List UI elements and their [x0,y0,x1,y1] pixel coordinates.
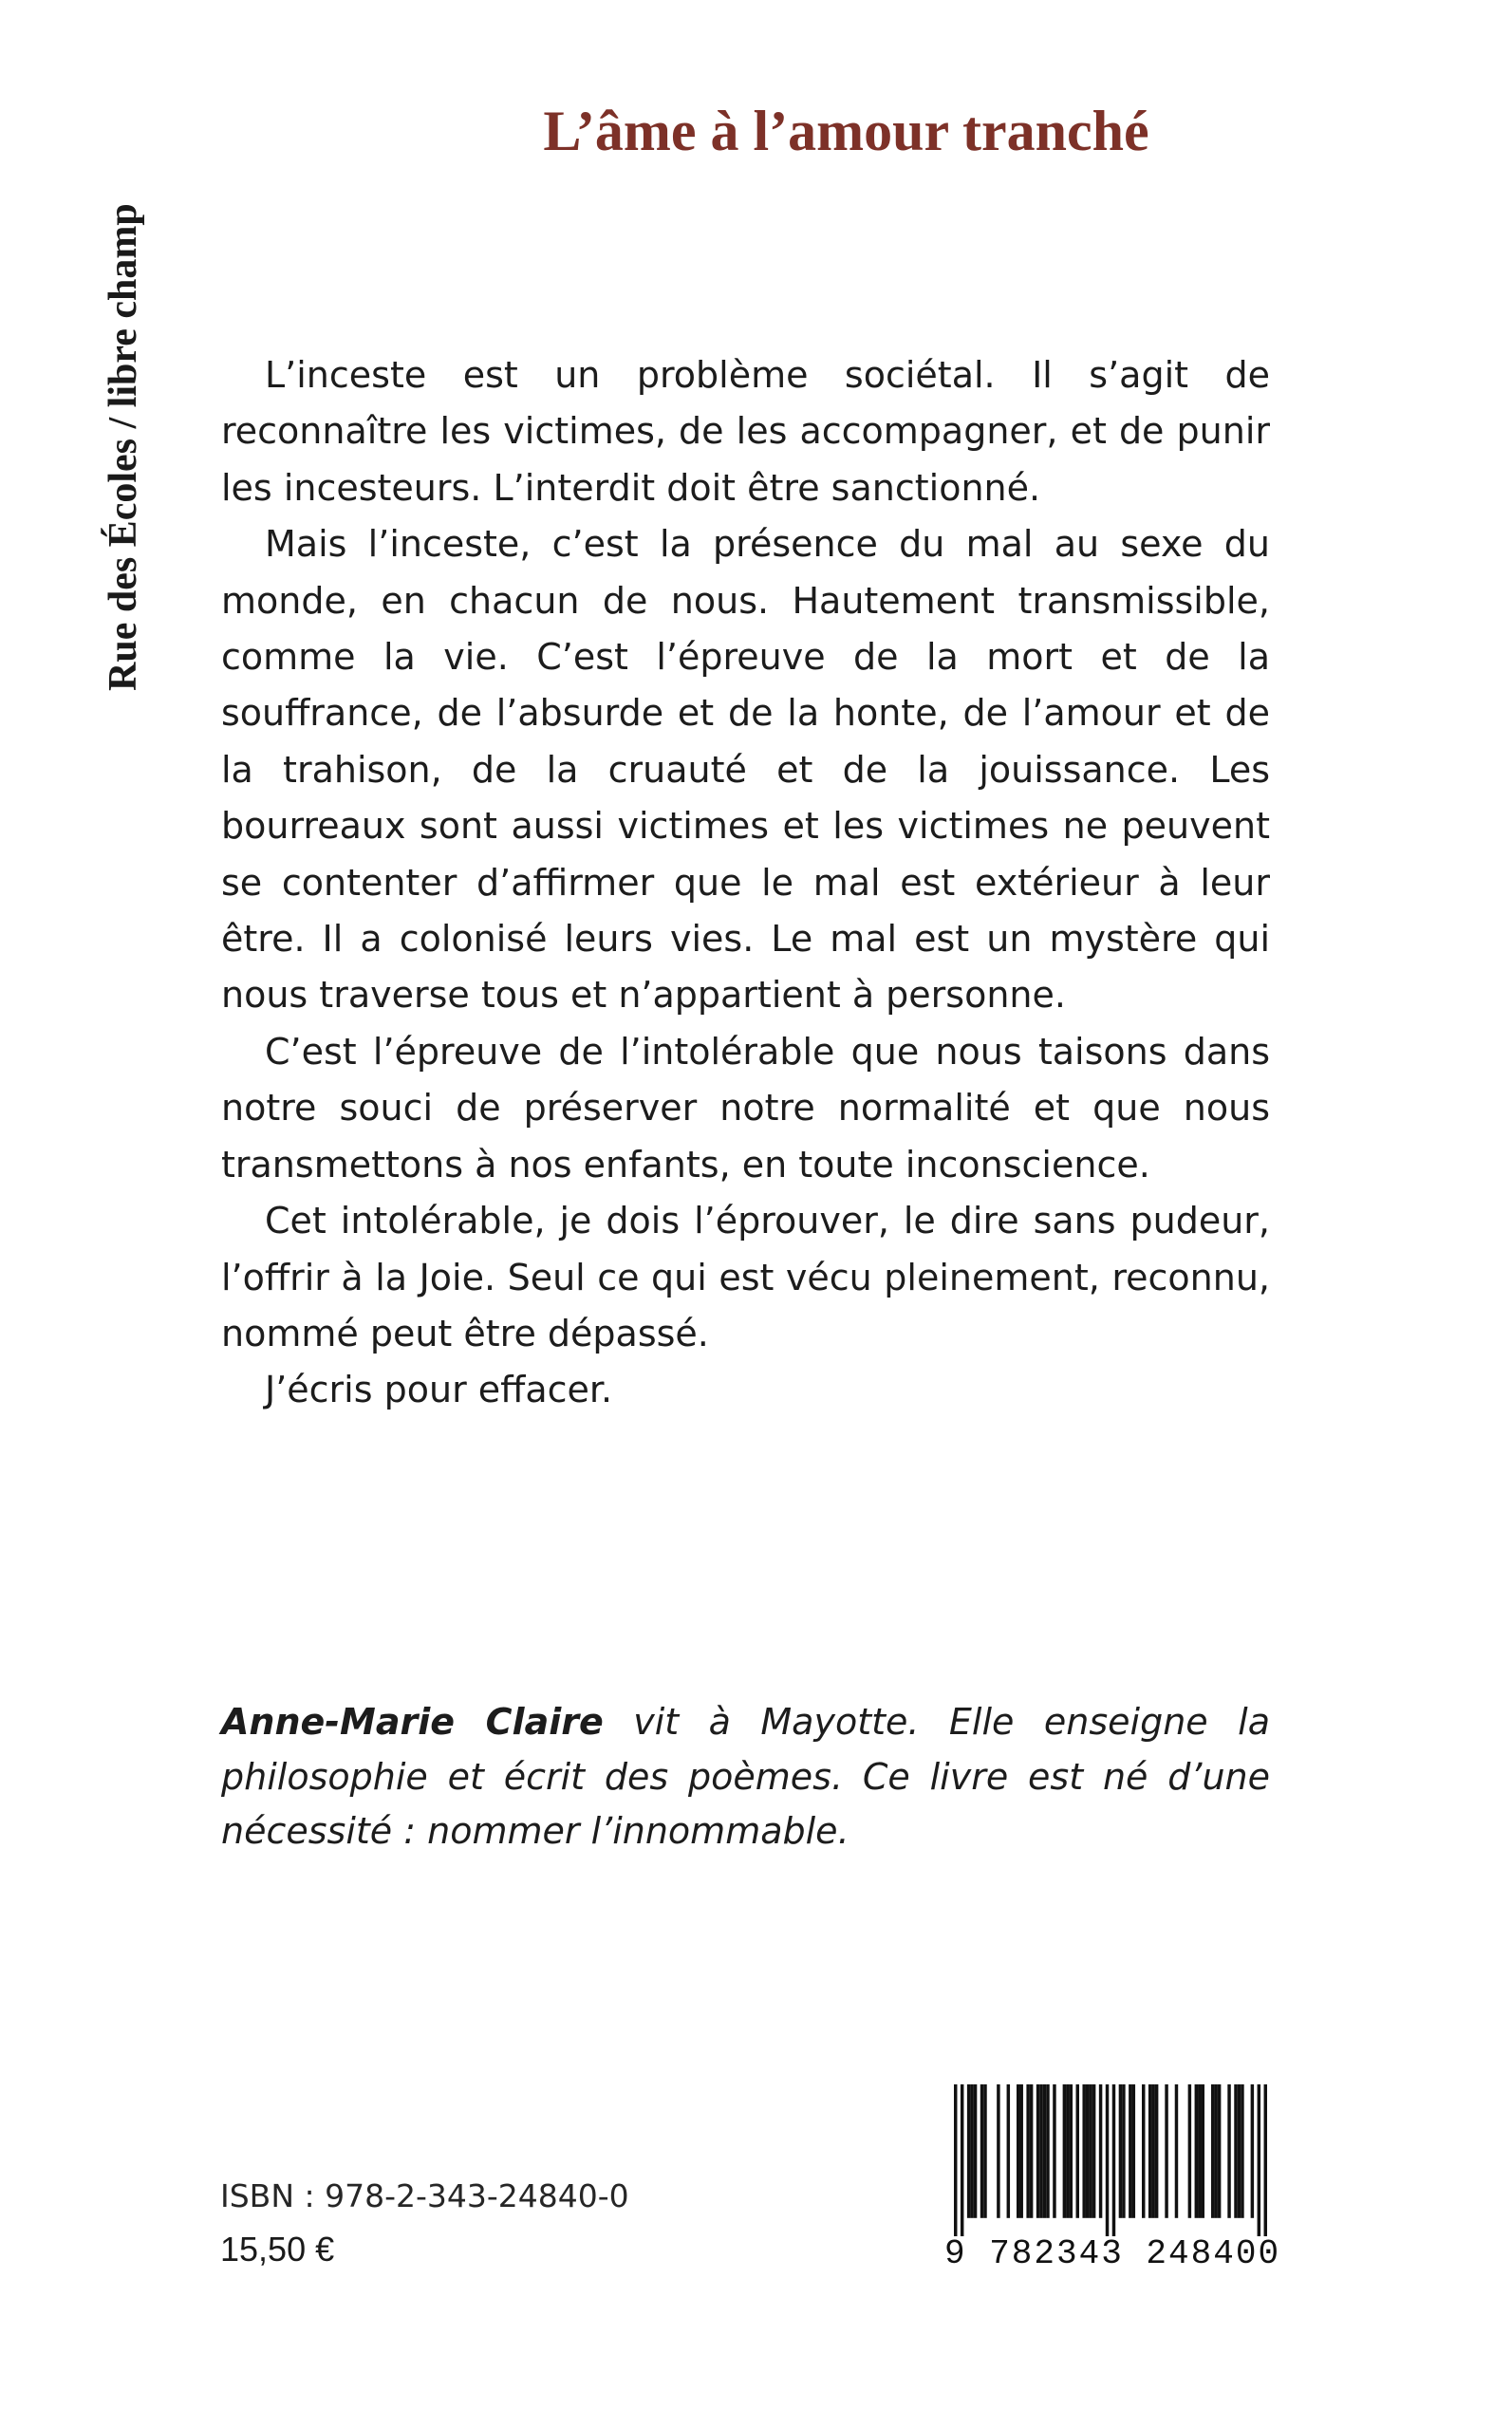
barcode-bar [1017,2084,1019,2218]
barcode-bar [1198,2084,1201,2218]
barcode-bar [1053,2084,1055,2218]
barcode-bar [1092,2084,1095,2218]
barcode-bar [1036,2084,1039,2218]
blurb-paragraph-5: J’écris pour effacer. [265,1369,613,1411]
barcode-bar [1264,2084,1267,2236]
barcode-bar [1066,2084,1069,2218]
barcode-bar [1214,2084,1217,2218]
barcode-bar [1148,2084,1151,2218]
blurb-paragraph-4: Cet intolérable, je dois l’éprouver, le dire sans pudeur, l’offrir à la Joie. Seul ce qui est vécu pleinement, reconnu, nommé peut être dépassé. [221,1200,1270,1354]
barcode-bar [1119,2084,1122,2218]
barcode-bar [1251,2084,1254,2218]
barcode-bar [1043,2084,1046,2218]
barcode-bar [997,2084,999,2218]
barcode-bar [1155,2084,1158,2218]
book-title: L’âme à l’amour tranché [543,100,1149,162]
barcode-bar [1132,2084,1135,2218]
barcode-bar [1063,2084,1066,2218]
barcode-bar [1099,2084,1102,2218]
barcode [944,2077,1281,2276]
barcode-bar [1106,2084,1109,2236]
barcode-bar [1086,2084,1089,2218]
barcode-bar [1195,2084,1198,2218]
barcode-bar [1241,2084,1243,2218]
barcode-bar [1227,2084,1230,2218]
barcode-digits: 9 782343 248400 [944,2234,1281,2273]
barcode-bar [961,2084,963,2236]
barcode-bar [974,2084,977,2218]
barcode-bar [970,2084,973,2218]
blurb-paragraph-2: Mais l’inceste, c’est la présence du mal au sexe du monde, en chacun de nous. Hautement transmissible, comme la vie. C’est l’épreuve de la mort et de la souffrance, de l’absurde et de la honte, de l’amour et de la trahison, de la cruauté et de la jouissance. Les bourreaux sont aussi victimes et les victimes ne peuvent se contenter d’affirmer que le mal est extérieur à leur être. Il a colonisé leurs vies. Le mal est un mystère qui nous traverse tous et n’appartient à personne. [221,523,1270,1017]
isbn-label: ISBN : 978-2-343-24840-0 [220,2177,629,2214]
author-bio [221,1695,1270,1859]
barcode-bar [1039,2084,1042,2218]
barcode-bar [1007,2084,1010,2218]
author-name: Anne-Marie Claire [221,1701,604,1743]
barcode-bar [1076,2084,1079,2218]
barcode-bar [1030,2084,1033,2218]
blurb [221,347,1270,1419]
barcode-bar [1129,2084,1131,2218]
barcode-bar [1165,2084,1167,2218]
barcode-bar [980,2084,983,2218]
barcode-bar [1046,2084,1049,2218]
barcode-bar [1019,2084,1022,2218]
barcode-bar [1211,2084,1214,2218]
blurb-paragraph-1: L’inceste est un problème sociétal. Il s’agit de reconnaître les victimes, de les accompagner, et de punir les incesteurs. L’interdit doit être sanctionné. [221,354,1270,509]
barcode-bar [1175,2084,1178,2218]
barcode-bar [983,2084,986,2218]
price-label: 15,50 € [220,2230,335,2269]
author-bio-text: vit à Mayotte. Elle enseigne la philosophie et écrit des poèmes. Ce livre est né d’une nécessité : nommer l’innommable. [221,1701,1270,1852]
barcode-bar [1070,2084,1073,2218]
barcode-bar [1151,2084,1154,2218]
barcode-bar [1112,2084,1115,2236]
barcode-bar [1258,2084,1260,2236]
spine-series-label: Rue des Écoles / libre champ [102,203,145,691]
barcode-bar [1082,2084,1085,2218]
ean13-barcode-icon [954,2084,1267,2236]
barcode-bar [1202,2084,1204,2218]
barcode-bar [1122,2084,1125,2218]
barcode-bar [1238,2084,1241,2218]
barcode-bar [1234,2084,1237,2218]
barcode-bar [1089,2084,1092,2218]
barcode-bar [1218,2084,1221,2218]
barcode-bar [954,2084,957,2236]
barcode-bar [1142,2084,1145,2218]
barcode-bar [967,2084,970,2218]
blurb-paragraph-3: C’est l’épreuve de l’intolérable que nous taisons dans notre souci de préserver notre normalité et que nous transmettons à nos enfants, en toute inconscience. [221,1030,1270,1186]
barcode-bar [1026,2084,1029,2218]
barcode-bar [1188,2084,1191,2218]
